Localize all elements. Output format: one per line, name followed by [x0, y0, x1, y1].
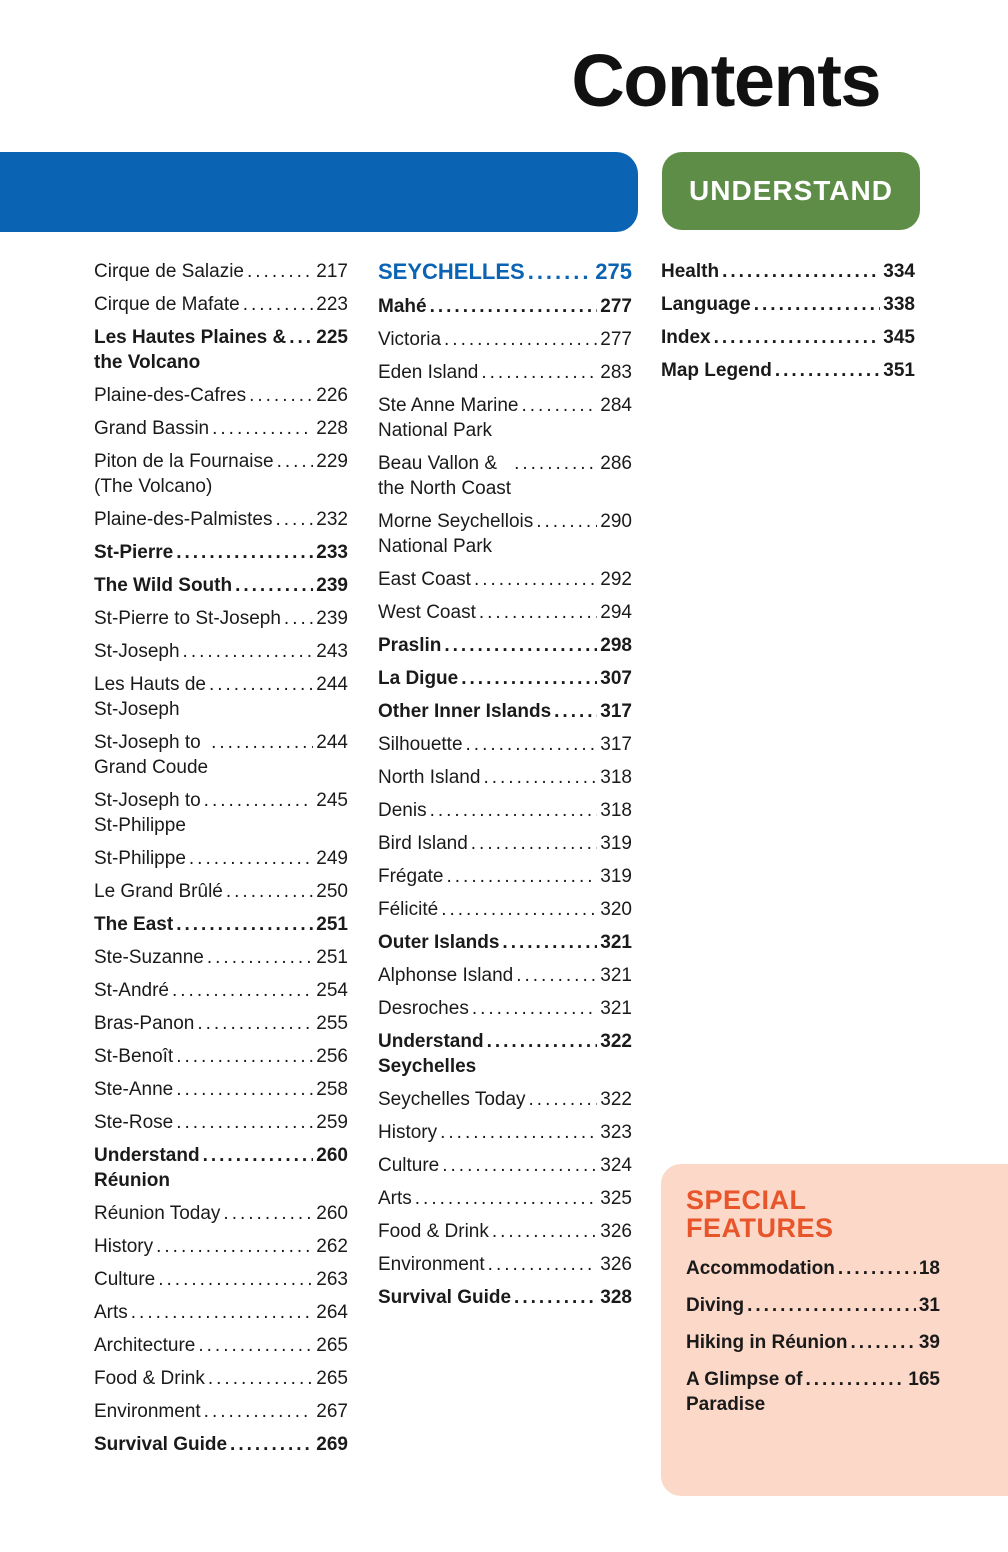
toc-column-2	[378, 255, 632, 1314]
entry-name: Hiking in Réunion	[686, 1332, 848, 1353]
toc-entry	[94, 1296, 348, 1329]
entry-name: Survival Guide	[378, 1287, 512, 1308]
special-features-list	[686, 1252, 940, 1425]
entry-page-number: 328	[600, 1287, 632, 1308]
dot-leader	[754, 292, 881, 317]
entry-page-number: 286	[600, 453, 632, 474]
toc-entry	[378, 389, 632, 447]
toc-entry	[94, 445, 348, 503]
dot-leader	[415, 1186, 598, 1211]
entry-name: Culture	[94, 1269, 156, 1290]
toc-entry	[378, 959, 632, 992]
entry-name: Desroches	[378, 998, 469, 1019]
toc-column-1	[94, 255, 348, 1461]
dot-leader	[805, 1367, 905, 1392]
dot-leader	[183, 639, 314, 664]
dot-leader	[243, 292, 314, 317]
dot-leader	[289, 325, 313, 350]
toc-entry	[94, 1106, 348, 1139]
toc-entry	[94, 941, 348, 974]
toc-entry	[378, 447, 632, 505]
dot-leader	[158, 1267, 313, 1292]
entry-page-number: 345	[883, 327, 915, 348]
toc-entry	[94, 842, 348, 875]
entry-name: Arts	[94, 1302, 128, 1323]
entry-name: A Glimpse of Paradise	[686, 1369, 803, 1415]
toc-entry	[94, 1329, 348, 1362]
entry-page-number: 338	[883, 294, 915, 315]
toc-entry	[378, 563, 632, 596]
toc-entry	[94, 784, 348, 842]
understand-tab: UNDERSTAND	[662, 152, 920, 230]
entry-name: Diving	[686, 1295, 745, 1316]
entry-page-number: 326	[600, 1254, 632, 1275]
toc-entry	[378, 323, 632, 356]
entry-name: History	[378, 1122, 438, 1143]
entry-name: Ste-Suzanne	[94, 947, 204, 968]
entry-page-number: 239	[316, 608, 348, 629]
toc-entry	[94, 255, 348, 288]
entry-name: Réunion Today	[94, 1203, 221, 1224]
toc-entry	[94, 1073, 348, 1106]
toc-entry	[661, 288, 915, 321]
entry-name: St-Benoît	[94, 1046, 174, 1067]
entry-name: Understand Réunion	[94, 1145, 200, 1191]
toc-entry	[378, 1025, 632, 1083]
entry-page-number: 223	[316, 294, 348, 315]
dot-leader	[528, 259, 593, 284]
dot-leader	[441, 897, 597, 922]
dot-leader	[516, 963, 597, 988]
special-features-heading: SPECIAL FEATURES	[686, 1185, 834, 1243]
entry-page-number: 323	[600, 1122, 632, 1143]
toc-entry	[378, 1248, 632, 1281]
entry-name: Ste-Anne	[94, 1079, 174, 1100]
dot-leader	[474, 567, 597, 592]
dot-leader	[176, 1077, 313, 1102]
entry-page-number: 307	[600, 668, 632, 689]
dot-leader	[176, 1110, 313, 1135]
entry-page-number: 255	[316, 1013, 348, 1034]
toc-entry	[378, 290, 632, 323]
dot-leader	[483, 765, 597, 790]
toc-entry	[94, 569, 348, 602]
entry-name: Mahé	[378, 296, 427, 317]
entry-name: Praslin	[378, 635, 442, 656]
entry-name: Environment	[378, 1254, 485, 1275]
toc-entry	[94, 602, 348, 635]
dot-leader	[514, 451, 597, 476]
toc-entry	[94, 1395, 348, 1428]
dot-leader	[521, 393, 597, 418]
entry-name: St-Joseph	[94, 641, 180, 662]
dot-leader	[247, 259, 313, 284]
dot-leader	[211, 730, 313, 755]
toc-entry	[378, 356, 632, 389]
toc-entry	[94, 726, 348, 784]
toc-entry	[378, 992, 632, 1025]
entry-page-number: 277	[600, 296, 632, 317]
toc-entry	[94, 1263, 348, 1296]
dot-leader	[479, 600, 597, 625]
entry-page-number: 260	[316, 1203, 348, 1224]
toc-entry	[94, 412, 348, 445]
entry-name: Eden Island	[378, 362, 479, 383]
dot-leader	[838, 1256, 916, 1281]
toc-entry	[94, 974, 348, 1007]
toc-entry	[94, 908, 348, 941]
toc-entry	[378, 1149, 632, 1182]
entry-page-number: 254	[316, 980, 348, 1001]
dot-leader	[466, 732, 598, 757]
entry-name: The Wild South	[94, 575, 233, 596]
toc-entry	[94, 503, 348, 536]
dot-leader	[430, 798, 598, 823]
entry-name: Understand Seychelles	[378, 1031, 484, 1077]
entry-name: Ste Anne Marine National Park	[378, 395, 519, 441]
entry-name: Plaine-des-Cafres	[94, 385, 247, 406]
toc-entry	[378, 1215, 632, 1248]
dot-leader	[204, 788, 314, 813]
dot-leader	[488, 1252, 598, 1277]
dot-leader	[554, 699, 597, 724]
toc-entry	[94, 1428, 348, 1461]
entry-page-number: 321	[600, 998, 632, 1019]
entry-page-number: 320	[600, 899, 632, 920]
entry-name: Les Hauts de St-Joseph	[94, 674, 206, 720]
toc-entry	[378, 695, 632, 728]
entry-page-number: 275	[595, 259, 632, 284]
entry-page-number: 251	[316, 947, 348, 968]
entry-name: North Island	[378, 767, 481, 788]
dot-leader	[230, 1432, 313, 1457]
dot-leader	[284, 606, 313, 631]
toc-entry	[661, 255, 915, 288]
toc-entry	[94, 1040, 348, 1073]
entry-page-number: 284	[600, 395, 632, 416]
entry-page-number: 290	[600, 511, 632, 532]
entry-name: Morne Seychellois National Park	[378, 511, 534, 557]
dot-leader	[197, 1011, 313, 1036]
dot-leader	[249, 383, 313, 408]
dot-leader	[204, 1399, 314, 1424]
entry-name: Index	[661, 327, 711, 348]
entry-name: Cirque de Mafate	[94, 294, 240, 315]
dot-leader	[536, 509, 597, 534]
dot-leader	[176, 540, 313, 565]
entry-page-number: 321	[600, 965, 632, 986]
entry-name: St-Pierre	[94, 542, 174, 563]
entry-page-number: 318	[600, 767, 632, 788]
dot-leader	[446, 864, 597, 889]
toc-entry	[94, 536, 348, 569]
toc-entry	[94, 288, 348, 321]
entry-name: Bird Island	[378, 833, 468, 854]
entry-page-number: 258	[316, 1079, 348, 1100]
entry-page-number: 334	[883, 261, 915, 282]
entry-name: SEYCHELLES	[378, 259, 525, 284]
entry-page-number: 228	[316, 418, 348, 439]
entry-page-number: 229	[316, 451, 348, 472]
entry-page-number: 245	[316, 790, 348, 811]
toc-entry	[94, 1139, 348, 1197]
entry-name: Plaine-des-Palmistes	[94, 509, 273, 530]
entry-page-number: 322	[600, 1031, 632, 1052]
entry-name: St-Joseph to Grand Coude	[94, 732, 209, 778]
dot-leader	[444, 327, 597, 352]
entry-page-number: 324	[600, 1155, 632, 1176]
entry-name: East Coast	[378, 569, 471, 590]
entry-page-number: 277	[600, 329, 632, 350]
entry-name: St-Pierre to St-Joseph	[94, 608, 281, 629]
entry-page-number: 233	[316, 542, 348, 563]
entry-page-number: 322	[600, 1089, 632, 1110]
entry-page-number: 351	[883, 360, 915, 381]
toc-entry	[94, 1230, 348, 1263]
page-title: Contents	[571, 39, 880, 122]
entry-page-number: 262	[316, 1236, 348, 1257]
entry-page-number: 319	[600, 866, 632, 887]
entry-page-number: 18	[918, 1258, 940, 1279]
entry-name: Ste-Rose	[94, 1112, 174, 1133]
entry-name: Accommodation	[686, 1258, 835, 1279]
entry-name: Environment	[94, 1401, 201, 1422]
entry-page-number: 250	[316, 881, 348, 902]
entry-page-number: 226	[316, 385, 348, 406]
entry-name: Beau Vallon & the North Coast	[378, 453, 512, 499]
entry-name: St-Philippe	[94, 848, 186, 869]
entry-name: Language	[661, 294, 751, 315]
dot-leader	[775, 358, 880, 383]
entry-page-number: 232	[316, 509, 348, 530]
dot-leader	[851, 1330, 916, 1355]
entry-name: Denis	[378, 800, 427, 821]
entry-name: Silhouette	[378, 734, 463, 755]
entry-page-number: 318	[600, 800, 632, 821]
entry-page-number: 321	[600, 932, 632, 953]
dot-leader	[481, 360, 597, 385]
entry-name: St-André	[94, 980, 169, 1001]
dot-leader	[492, 1219, 597, 1244]
entry-page-number: 326	[600, 1221, 632, 1242]
entry-page-number: 225	[316, 327, 348, 348]
dot-leader	[207, 945, 313, 970]
dot-leader	[176, 912, 313, 937]
dot-leader	[226, 879, 313, 904]
entry-page-number: 263	[316, 1269, 348, 1290]
dot-leader	[461, 666, 597, 691]
entry-name: Seychelles Today	[378, 1089, 526, 1110]
entry-page-number: 265	[316, 1335, 348, 1356]
special-feature-entry	[686, 1289, 940, 1326]
entry-name: Cirque de Salazie	[94, 261, 244, 282]
toc-entry	[378, 1182, 632, 1215]
entry-page-number: 317	[600, 734, 632, 755]
entry-page-number: 298	[600, 635, 632, 656]
entry-page-number: 239	[316, 575, 348, 596]
entry-page-number: 251	[316, 914, 348, 935]
dot-leader	[472, 996, 597, 1021]
dot-leader	[529, 1087, 598, 1112]
dot-leader	[203, 1143, 314, 1168]
entry-name: Outer Islands	[378, 932, 500, 953]
dot-leader	[223, 1201, 313, 1226]
dot-leader	[235, 573, 313, 598]
entry-page-number: 317	[600, 701, 632, 722]
entry-name: Bras-Panon	[94, 1013, 195, 1034]
entry-page-number: 269	[316, 1434, 348, 1455]
toc-entry	[661, 354, 915, 387]
entry-page-number: 259	[316, 1112, 348, 1133]
entry-name: Piton de la Fournaise (The Volcano)	[94, 451, 274, 497]
entry-page-number: 244	[316, 732, 348, 753]
dot-leader	[189, 846, 313, 871]
entry-name: Grand Bassin	[94, 418, 210, 439]
entry-name: Frégate	[378, 866, 444, 887]
dot-leader	[440, 1120, 597, 1145]
entry-name: Health	[661, 261, 720, 282]
entry-name: Food & Drink	[378, 1221, 489, 1242]
toc-entry	[378, 596, 632, 629]
entry-name: History	[94, 1236, 154, 1257]
dot-leader	[172, 978, 313, 1003]
entry-name: Other Inner Islands	[378, 701, 552, 722]
dot-leader	[747, 1293, 916, 1318]
entry-name: Food & Drink	[94, 1368, 205, 1389]
entry-page-number: 325	[600, 1188, 632, 1209]
entry-page-number: 31	[918, 1295, 940, 1316]
toc-entry	[378, 629, 632, 662]
toc-entry	[378, 505, 632, 563]
toc-entry	[661, 321, 915, 354]
dot-leader	[277, 449, 314, 474]
toc-entry	[94, 875, 348, 908]
toc-entry	[378, 255, 632, 290]
entry-page-number: 217	[316, 261, 348, 282]
dot-leader	[156, 1234, 313, 1259]
entry-page-number: 165	[908, 1369, 940, 1390]
toc-entry	[378, 794, 632, 827]
toc-entry	[378, 728, 632, 761]
special-feature-entry	[686, 1252, 940, 1289]
dot-leader	[714, 325, 881, 350]
entry-name: Culture	[378, 1155, 440, 1176]
dot-leader	[209, 672, 313, 697]
toc-entry	[94, 1362, 348, 1395]
dot-leader	[430, 294, 598, 319]
toc-entry	[94, 635, 348, 668]
toc-entry	[94, 668, 348, 726]
toc-entry	[378, 761, 632, 794]
toc-entry	[378, 893, 632, 926]
entry-page-number: 256	[316, 1046, 348, 1067]
dot-leader	[208, 1366, 313, 1391]
toc-entry	[378, 860, 632, 893]
entry-name: St-Joseph to St-Philippe	[94, 790, 201, 836]
dot-leader	[502, 930, 597, 955]
dot-leader	[198, 1333, 313, 1358]
entry-page-number: 249	[316, 848, 348, 869]
toc-entry	[94, 379, 348, 412]
entry-page-number: 319	[600, 833, 632, 854]
entry-name: Map Legend	[661, 360, 772, 381]
dot-leader	[131, 1300, 314, 1325]
entry-name: Architecture	[94, 1335, 196, 1356]
dot-leader	[471, 831, 598, 856]
entry-page-number: 265	[316, 1368, 348, 1389]
dot-leader	[442, 1153, 597, 1178]
toc-entry	[378, 1116, 632, 1149]
toc-entry	[94, 1007, 348, 1040]
entry-name: Arts	[378, 1188, 412, 1209]
entry-page-number: 292	[600, 569, 632, 590]
blue-header-bar	[0, 152, 638, 232]
toc-entry	[94, 321, 348, 379]
entry-page-number: 267	[316, 1401, 348, 1422]
entry-page-number: 39	[918, 1332, 940, 1353]
entry-name: Alphonse Island	[378, 965, 514, 986]
dot-leader	[444, 633, 597, 658]
toc-entry	[378, 926, 632, 959]
special-feature-entry	[686, 1326, 940, 1363]
entry-name: The East	[94, 914, 174, 935]
dot-leader	[722, 259, 880, 284]
toc-entry	[378, 662, 632, 695]
entry-name: Félicité	[378, 899, 439, 920]
entry-name: Le Grand Brûlé	[94, 881, 223, 902]
entry-page-number: 294	[600, 602, 632, 623]
entry-page-number: 283	[600, 362, 632, 383]
entry-name: La Digue	[378, 668, 459, 689]
dot-leader	[212, 416, 313, 441]
entry-page-number: 244	[316, 674, 348, 695]
entry-name: Survival Guide	[94, 1434, 228, 1455]
entry-page-number: 264	[316, 1302, 348, 1323]
entry-name: Victoria	[378, 329, 442, 350]
entry-name: Les Hautes Plaines & the Volcano	[94, 327, 287, 373]
dot-leader	[487, 1029, 598, 1054]
toc-entry	[378, 827, 632, 860]
entry-name: West Coast	[378, 602, 476, 623]
dot-leader	[176, 1044, 313, 1069]
toc-entry	[378, 1281, 632, 1314]
dot-leader	[514, 1285, 597, 1310]
toc-entry	[94, 1197, 348, 1230]
special-feature-entry	[686, 1363, 940, 1425]
toc-entry	[378, 1083, 632, 1116]
dot-leader	[275, 507, 313, 532]
toc-column-3	[661, 255, 915, 387]
entry-page-number: 243	[316, 641, 348, 662]
entry-page-number: 260	[316, 1145, 348, 1166]
